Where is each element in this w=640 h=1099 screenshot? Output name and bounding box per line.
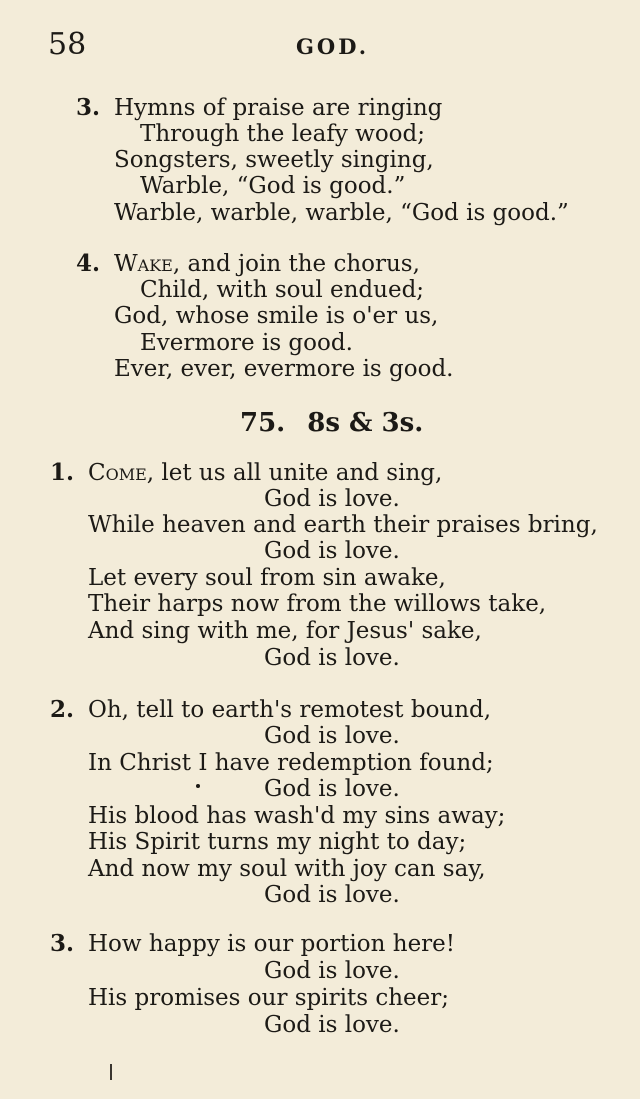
- first-line-rest: , and join the chorus,: [172, 251, 420, 277]
- verse-line: How happy is our portion here!: [88, 931, 456, 957]
- refrain-line: God is love.: [264, 958, 400, 984]
- verse-line: Their harps now from the willows take,: [88, 591, 547, 617]
- hymn-meter: 8s & 3s.: [307, 408, 424, 438]
- stanza-number: 3.: [50, 930, 75, 957]
- print-mark: [110, 1064, 112, 1080]
- verse-line: Oh, tell to earth's remotest bound,: [88, 697, 492, 723]
- verse-line: Warble, “God is good.”: [140, 173, 406, 199]
- verse-line: His Spirit turns my night to day;: [88, 829, 467, 855]
- verse-line: While heaven and earth their praises bring,: [88, 512, 598, 538]
- verse-line: Child, with soul endued;: [140, 277, 425, 303]
- refrain-line: God is love.: [264, 538, 400, 564]
- refrain-line: God is love.: [264, 723, 400, 749]
- refrain-line: God is love.: [264, 486, 400, 512]
- verse-line: God, whose smile is o'er us,: [114, 303, 439, 329]
- first-word: Come: [88, 460, 147, 486]
- refrain-line: God is love.: [264, 645, 400, 671]
- verse-line: His promises our spirits cheer;: [88, 985, 450, 1011]
- verse-line: Warble, warble, warble, “God is good.”: [114, 200, 569, 226]
- stray-dot: [196, 784, 200, 788]
- verse-line: Evermore is good.: [140, 330, 353, 356]
- refrain-line: God is love.: [264, 776, 400, 802]
- verse-line: Through the leafy wood;: [140, 121, 425, 147]
- stanza-number: 3.: [76, 94, 101, 121]
- stanza-number: 2.: [50, 696, 75, 723]
- first-word: Wake: [114, 251, 173, 277]
- page-number: 58: [48, 27, 87, 62]
- stanza-number: 1.: [50, 459, 75, 486]
- refrain-line: God is love.: [264, 1012, 400, 1038]
- verse-line: [88, 460, 442, 486]
- hymn-heading: [240, 408, 423, 438]
- verse-line: And sing with me, for Jesus' sake,: [88, 618, 482, 644]
- hymn-number: 75.: [240, 408, 286, 438]
- verse-line: And now my soul with joy can say,: [88, 856, 486, 882]
- verse-line: [114, 251, 420, 277]
- verse-line: In Christ I have redemption found;: [88, 750, 494, 776]
- verse-line: Let every soul from sin awake,: [88, 565, 446, 591]
- refrain-line: God is love.: [264, 882, 400, 908]
- verse-line: Songsters, sweetly singing,: [114, 147, 434, 173]
- verse-line: Hymns of praise are ringing: [114, 95, 443, 121]
- stanza-number: 4.: [76, 250, 101, 277]
- verse-line: Ever, ever, evermore is good.: [114, 356, 454, 382]
- running-head: GOD.: [296, 34, 370, 59]
- verse-line: His blood has wash'd my sins away;: [88, 803, 506, 829]
- first-line-rest: , let us all unite and sing,: [146, 460, 443, 486]
